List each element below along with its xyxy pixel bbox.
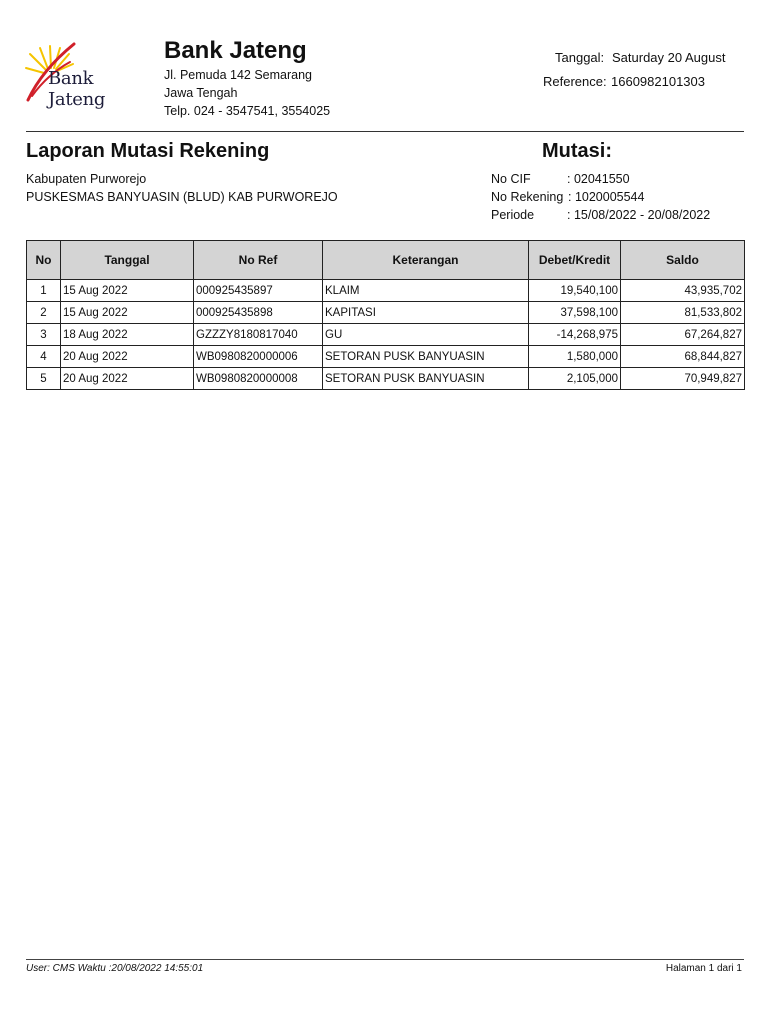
cell-debet-kredit: 1,580,000 bbox=[529, 346, 621, 368]
table-row bbox=[27, 368, 745, 390]
cell-keterangan: SETORAN PUSK BANYUASIN bbox=[323, 346, 529, 368]
header-no-ref: No Ref bbox=[194, 241, 323, 280]
cell-no: 1 bbox=[27, 280, 61, 302]
bank-name: Bank Jateng bbox=[164, 37, 307, 64]
cif-label: No CIF bbox=[491, 172, 531, 186]
cell-debet-kredit: 37,598,100 bbox=[529, 302, 621, 324]
footer-page-info: Halaman 1 dari 1 bbox=[665, 963, 742, 974]
cell-keterangan: SETORAN PUSK BANYUASIN bbox=[323, 368, 529, 390]
footer-divider bbox=[26, 959, 744, 960]
periode-value: : 15/08/2022 - 20/08/2022 bbox=[567, 208, 711, 222]
table-row bbox=[27, 324, 745, 346]
mutasi-title: Mutasi: bbox=[542, 140, 612, 162]
logo-text: Bank Jateng bbox=[48, 68, 106, 110]
table-header-row bbox=[27, 241, 745, 280]
cell-no: 3 bbox=[27, 324, 61, 346]
table-row bbox=[27, 346, 745, 368]
mutation-table bbox=[26, 240, 745, 390]
cell-saldo: 43,935,702 bbox=[621, 280, 745, 302]
bank-logo bbox=[22, 40, 150, 110]
address-line-2: Jawa Tengah bbox=[164, 86, 238, 100]
rekening-label: No Rekening bbox=[491, 190, 564, 204]
cell-no-ref: 000925435897 bbox=[194, 280, 323, 302]
region-name: Kabupaten Purworejo bbox=[26, 172, 147, 186]
cell-tanggal: 20 Aug 2022 bbox=[61, 368, 194, 390]
cell-debet-kredit: 19,540,100 bbox=[529, 280, 621, 302]
cell-tanggal: 15 Aug 2022 bbox=[61, 280, 194, 302]
table-row bbox=[27, 280, 745, 302]
cell-saldo: 67,264,827 bbox=[621, 324, 745, 346]
table-row bbox=[27, 302, 745, 324]
cell-no-ref: GZZZY8180817040 bbox=[194, 324, 323, 346]
account-holder: PUSKESMAS BANYUASIN (BLUD) KAB PURWOREJO bbox=[26, 190, 338, 204]
report-title: Laporan Mutasi Rekening bbox=[26, 140, 270, 162]
header-no: No bbox=[27, 241, 61, 280]
rekening-value: : 1020005544 bbox=[568, 190, 645, 204]
cell-tanggal: 18 Aug 2022 bbox=[61, 324, 194, 346]
cell-debet-kredit: -14,268,975 bbox=[529, 324, 621, 346]
footer-user-info: User: CMS Waktu :20/08/2022 14:55:01 bbox=[26, 963, 204, 974]
periode-label: Periode bbox=[491, 208, 535, 222]
header-saldo: Saldo bbox=[621, 241, 745, 280]
cell-saldo: 68,844,827 bbox=[621, 346, 745, 368]
phone-number: Telp. 024 - 3547541, 3554025 bbox=[164, 104, 331, 118]
cif-value: : 02041550 bbox=[567, 172, 630, 186]
header-tanggal: Tanggal bbox=[61, 241, 194, 280]
cell-no-ref: 000925435898 bbox=[194, 302, 323, 324]
cell-no: 5 bbox=[27, 368, 61, 390]
cell-saldo: 81,533,802 bbox=[621, 302, 745, 324]
header-divider bbox=[26, 131, 744, 132]
reference-value: 1660982101303 bbox=[611, 74, 705, 89]
reference-label: Reference: bbox=[543, 74, 607, 89]
cell-no-ref: WB0980820000008 bbox=[194, 368, 323, 390]
cell-no: 4 bbox=[27, 346, 61, 368]
cell-keterangan: KLAIM bbox=[323, 280, 529, 302]
cell-no-ref: WB0980820000006 bbox=[194, 346, 323, 368]
header-keterangan: Keterangan bbox=[323, 241, 529, 280]
address-line-1: Jl. Pemuda 142 Semarang bbox=[164, 68, 313, 82]
cell-no: 2 bbox=[27, 302, 61, 324]
cell-debet-kredit: 2,105,000 bbox=[529, 368, 621, 390]
cell-keterangan: GU bbox=[323, 324, 529, 346]
cell-tanggal: 15 Aug 2022 bbox=[61, 302, 194, 324]
cell-saldo: 70,949,827 bbox=[621, 368, 745, 390]
date-label: Tanggal: bbox=[555, 50, 605, 65]
cell-keterangan: KAPITASI bbox=[323, 302, 529, 324]
date-value: Saturday 20 August bbox=[612, 50, 726, 65]
cell-tanggal: 20 Aug 2022 bbox=[61, 346, 194, 368]
header-debet-kredit: Debet/Kredit bbox=[529, 241, 621, 280]
